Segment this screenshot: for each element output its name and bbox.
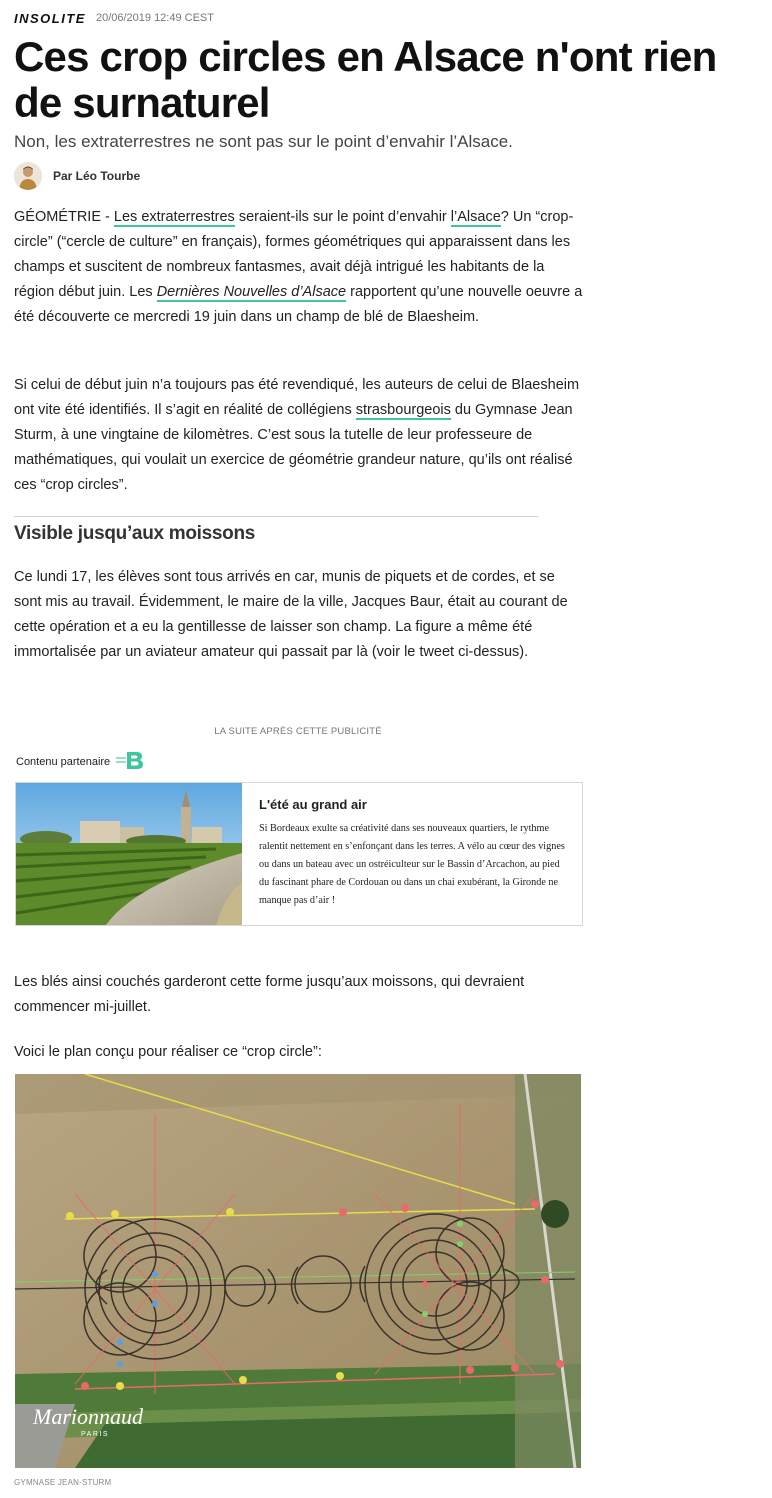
text: ? Un “crop-circle” (“cercle de culture” en français), formes géométriques qui apparaissent dans les champs et suscitent de nombreux fantasmes, avait déjà intrigué les habitants de la région début juin. Les [14, 209, 574, 300]
partner-header [16, 750, 144, 773]
author-avatar[interactable] [14, 162, 42, 190]
image-credit: GYMNASE JEAN-STURM [14, 1478, 112, 1487]
partner-label: Contenu partenaire [16, 755, 111, 768]
link-alsace[interactable]: l’Alsace [450, 209, 501, 225]
page-title: Ces crop circles en Alsace n'ont rien de surnaturel [14, 33, 717, 126]
card-body [242, 783, 582, 925]
rubric-link[interactable]: INSOLITE [14, 10, 86, 26]
paragraph-1 [14, 205, 586, 330]
watermark-brand: Marionnaud [33, 1404, 143, 1429]
subtitle: Non, les extraterrestres ne sont pas sur le point d’envahir l’Alsace. [14, 132, 513, 151]
card-title[interactable]: L'été au grand air [259, 797, 367, 812]
paragraph-3: Ce lundi 17, les élèves sont tous arrivés en car, munis de piquets et de cordes, et se sont mis au travail. Évidemment, le maire de la ville, Jacques Baur, était au courant de cette opération et a eu la gentillesse de laisser son champ. La figure a même été immortalisée par un aviateur amateur qui passait par là (voir le tweet ci-dessus). [14, 569, 568, 660]
link-extraterrestres[interactable]: Les extraterrestres [113, 209, 235, 225]
publish-date: 20/06/2019 12:49 CEST [95, 12, 214, 24]
crop-circle-plan-image [15, 1074, 581, 1468]
article-meta [14, 10, 214, 26]
section-divider [14, 516, 538, 517]
avatar-portrait [14, 162, 42, 190]
paragraph-5: Voici le plan conçu pour réaliser ce “crop circle”: [14, 1044, 322, 1060]
paragraph-2 [14, 373, 586, 498]
sponsored-card[interactable] [15, 782, 583, 926]
crop-circle-plan [15, 1074, 581, 1468]
byline [14, 162, 140, 190]
text: rapportent qu’une nouvelle oeuvre a été découverte ce mercredi 19 juin dans un champ de blé de Blaesheim. [14, 284, 583, 325]
section-heading: Visible jusqu’aux moissons [14, 523, 256, 544]
text: seraient-ils sur le point d’envahir [234, 209, 451, 225]
link-dna[interactable]: Dernières Nouvelles d’Alsace [156, 284, 347, 300]
paragraph-4: Les blés ainsi couchés garderont cette forme jusqu’aux moissons, qui devraient commencer mi-juillet. [14, 974, 525, 1015]
link-strasbourgeois[interactable]: strasbourgeois [355, 402, 451, 418]
vineyard-image [16, 783, 242, 925]
text: du Gymnase Jean Sturm, à une vingtaine de kilomètres. C’est sous la tutelle de leur professeure de mathématiques, qui voulait un exercice de géométrie grandeur nature, qu’ils ont réalisé ces “crop circles”. [14, 402, 573, 493]
ad-label: LA SUITE APRÈS CETTE PUBLICITÉ [214, 726, 382, 737]
watermark-city: PARIS [81, 1431, 109, 1438]
author-name[interactable]: Par Léo Tourbe [53, 169, 141, 183]
text: Si celui de début juin n’a toujours pas été revendiqué, les auteurs de celui de Blaesheim ont vite été identifiés. Il s’agit en réalité de collégiens [14, 377, 580, 418]
partner-logo-icon[interactable] [116, 750, 144, 773]
text: GÉOMÉTRIE - [14, 209, 114, 225]
card-text: Si Bordeaux exulte sa créativité dans ses nouveaux quartiers, le rythme ralentit nettement en s’enfonçant dans les terres. A vélo au cœur des vignes ou dans un bateau avec un ostréiculteur sur le Bassin d’Arcachon, au pied du fascinant phare de Cordouan ou dans un chai exubérant, la Gironde ne manque pas d’air ! [259, 823, 565, 906]
